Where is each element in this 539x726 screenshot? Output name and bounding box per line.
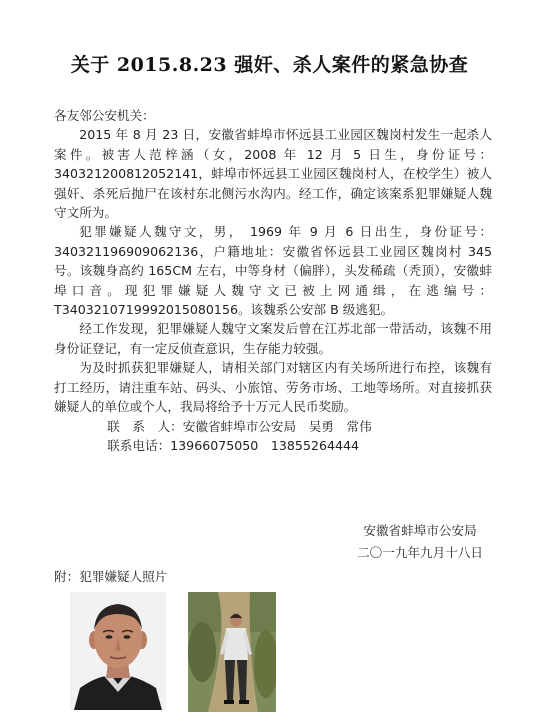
notice-title: 关于 2015.8.23 强奸、杀人案件的紧急协查 xyxy=(70,54,469,76)
paragraph-suspect: 犯罪嫌疑人魏守文，男， 1969 年 9 月 6 日出生，身份证号：340321196909062136，户籍地址：安徽省怀远县工业园区魏岗村 345 号。该魏身高约 165CM 左右，中等身材（偏胖），头发稀疏（秃顶），安徽蚌埠口音。现犯罪嫌疑人魏守文已被上网通缉，在逃编号：T3403210719992015080156。该魏系公安部 B 级逃犯。 xyxy=(54,224,492,318)
salutation: 各友邻公安机关： xyxy=(54,108,155,123)
signature-date: 二〇一九年九月十八日 xyxy=(357,545,483,560)
headshot-illustration xyxy=(70,592,166,710)
contact-phone: 联系电话：13966075050 13855264444 xyxy=(107,437,360,453)
paragraph-case: 2015 年 8 月 23 日，安徽省蚌埠市怀远县工业园区魏岗村发生一起杀人案件。被害人范梓涵（女，2008 年 12 月 5 日生，身份证号：340321200812052141，蚌埠市怀远县工业园区魏岗村人，在校学生）被人强奸、杀死后抛尸在该村东北侧污水沟内。经工作，确定该案系犯罪嫌疑人魏守文所为。 xyxy=(54,127,492,221)
fullbody-illustration xyxy=(188,592,276,712)
paragraph-activity: 经工作发现，犯罪嫌疑人魏守文案发后曾在江苏北部一带活动，该魏不用身份证登记，有一定反侦查意识，生存能力较强。 xyxy=(54,321,492,356)
paragraph-reward: 为及时抓获犯罪嫌疑人，请相关部门对辖区内有关场所进行布控，该魏有打工经历，请注重车站、码头、小旅馆、劳务市场、工地等场所。对直接抓获嫌疑人的单位或个人，我局将给予十万元人民币奖励。 xyxy=(54,360,492,415)
attachment-label: 附：犯罪嫌疑人照片 xyxy=(54,569,168,584)
notice-body xyxy=(54,106,492,455)
suspect-fullbody-photo xyxy=(188,592,276,712)
contact-person: 联 系 人：安徽省蚌埠市公安局 吴勇 常伟 xyxy=(107,418,372,434)
suspect-headshot-photo xyxy=(70,592,166,710)
signature-block xyxy=(357,520,483,564)
signature-org: 安徽省蚌埠市公安局 xyxy=(363,523,477,538)
